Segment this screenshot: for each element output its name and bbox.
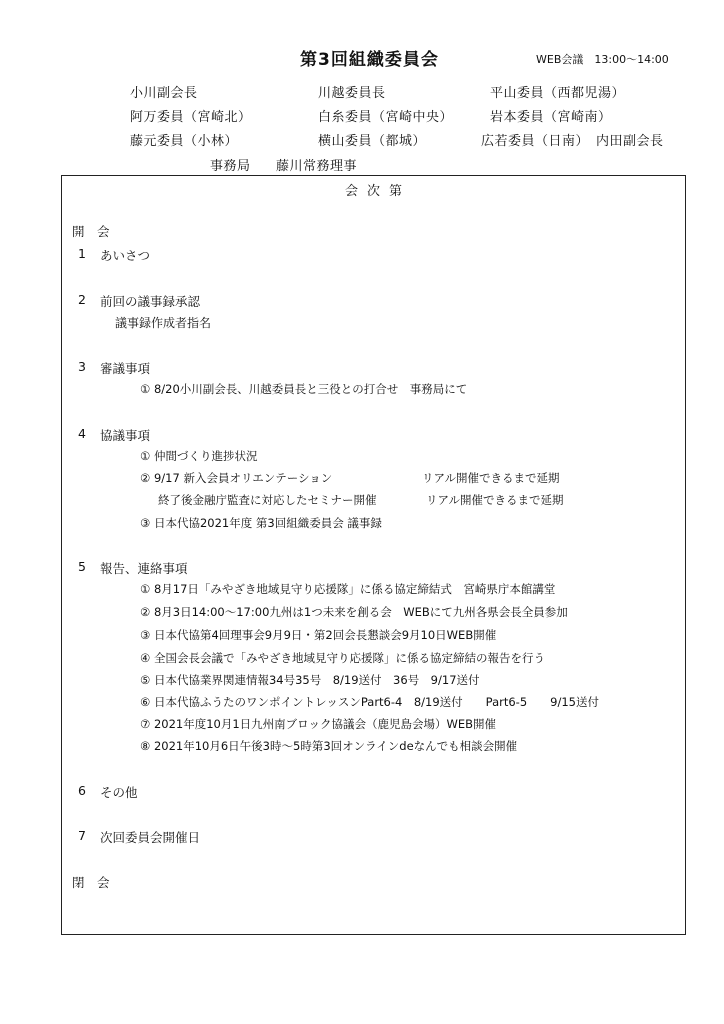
list-item: ⑦ 2021年度10月1日九州南ブロック協議会（鹿児島会場）WEB開催 (140, 717, 496, 731)
section-title: 審議事項 (100, 361, 151, 376)
opening: 開 会 (72, 224, 110, 239)
list-item: ③ 日本代協第4回理事会9月9日・第2回会長懇談会9月10日WEB開催 (140, 628, 497, 642)
section-number: 3 (78, 359, 86, 374)
agenda-box (61, 175, 686, 935)
section-title: 次回委員会開催日 (100, 830, 201, 845)
attendee: 藤元委員（小林） (130, 134, 239, 149)
list-item: ① 8/20小川副会長、川越委員長と三役との打合せ 事務局にて (140, 382, 468, 396)
section-title: その他 (100, 785, 138, 800)
section-number: 2 (78, 292, 86, 307)
section-2-sub: 議事録作成者指名 (115, 316, 212, 330)
section-number: 1 (78, 246, 86, 261)
list-item: ⑤ 日本代協業界関連情報34号35号 8/19送付 36号 9/17送付 (140, 673, 480, 687)
attendee: 小川副会長 (130, 86, 198, 101)
list-item: ⑥ 日本代協ふうたのワンポイントレッスンPart6-4 8/19送付 Part6-5 9/15送付 (140, 695, 599, 709)
meeting-info: WEB会議 13:00～14:00 (536, 53, 669, 66)
list-item: ⑧ 2021年10月6日午後3時～5時第3回オンラインdeなんでも相談会開催 (140, 739, 518, 753)
attendee: 川越委員長 (318, 86, 386, 101)
section-number: 5 (78, 559, 86, 574)
attendee: 平山委員（西都児湯） (490, 86, 626, 101)
list-item: ② 8月3日14:00～17:00九州は1つ未来を創る会 WEBにて九州各県会長全員参加 (140, 605, 568, 619)
page-title: 第3回組織委員会 (300, 50, 439, 70)
section-number: 6 (78, 783, 86, 798)
list-item: ① 8月17日「みやざき地域見守り応援隊」に係る協定締結式 宮崎県庁本館講堂 (140, 582, 556, 596)
list-item-note: リアル開催できるまで延期 (426, 493, 564, 507)
closing: 閉 会 (72, 875, 110, 890)
section-title: 協議事項 (100, 428, 151, 443)
agenda-title: 会次第 (345, 184, 412, 199)
list-item: 終了後金融庁監査に対応したセミナー開催 (158, 493, 377, 507)
list-item-note: リアル開催できるまで延期 (422, 471, 560, 485)
section-title: 報告、連絡事項 (100, 561, 188, 576)
list-item: ② 9/17 新入会員オリエンテーション (140, 471, 333, 485)
section-title: 前回の議事録承認 (100, 294, 201, 309)
secretariat-name: 藤川常務理事 (276, 159, 358, 174)
list-item: ③ 日本代協2021年度 第3回組織委員会 議事録 (140, 516, 382, 530)
attendee: 阿万委員（宮崎北） (130, 110, 252, 125)
attendee: 白糸委員（宮崎中央） (318, 110, 454, 125)
secretariat-label: 事務局 (210, 159, 251, 174)
attendee: 横山委員（都城） (318, 134, 427, 149)
attendee: 岩本委員（宮崎南） (490, 110, 612, 125)
section-title: あいさつ (100, 248, 151, 263)
list-item: ① 仲間づくり進捗状況 (140, 449, 258, 463)
list-item: ④ 全国会長会議で「みやざき地域見守り応援隊」に係る協定締結の報告を行う (140, 651, 545, 665)
section-number: 4 (78, 426, 86, 441)
attendee: 広若委員（日南） 内田副会長 (481, 134, 664, 149)
section-number: 7 (78, 828, 86, 843)
